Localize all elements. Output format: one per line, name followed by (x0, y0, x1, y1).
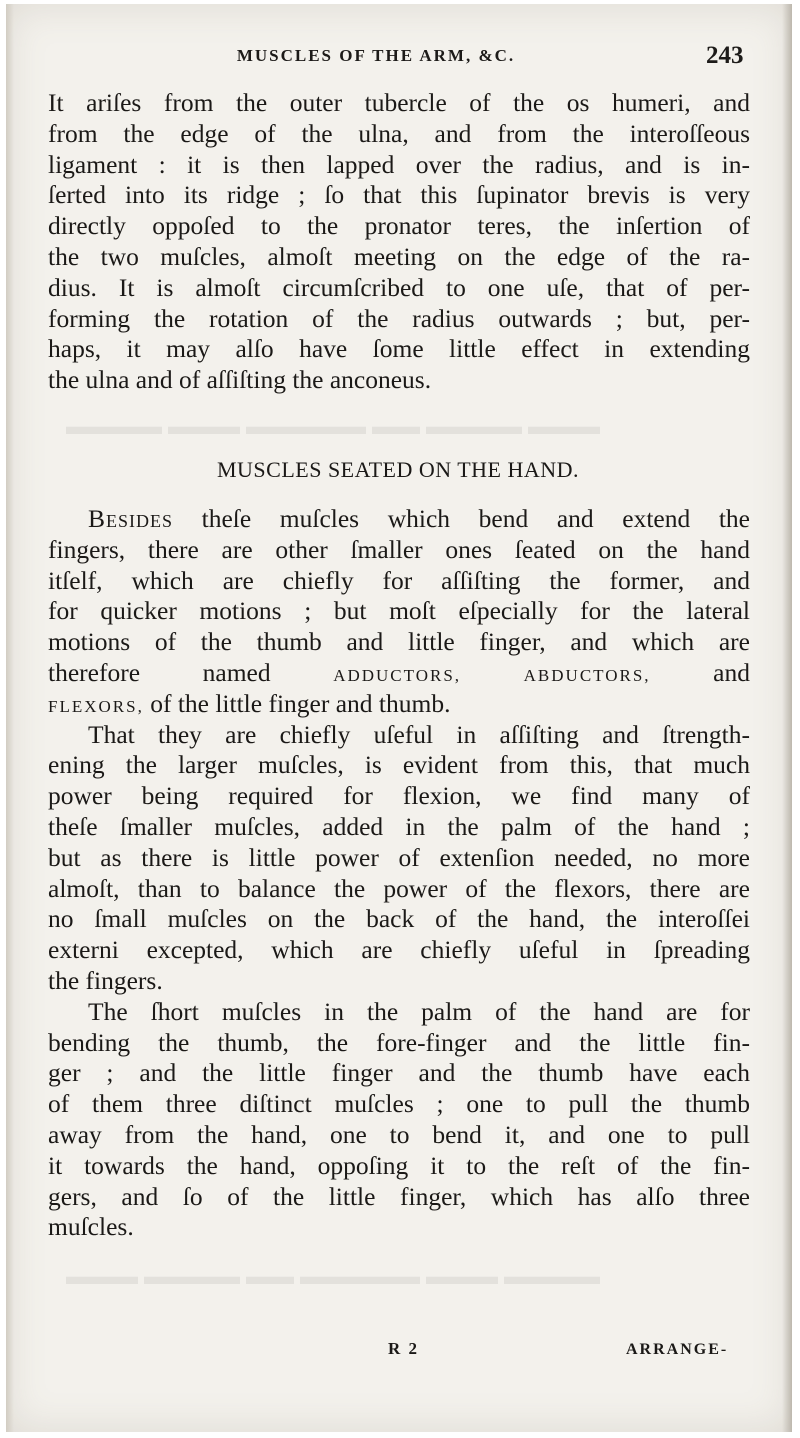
section-hand-muscles (48, 504, 750, 1243)
catchword: ARRANGE- (626, 1341, 729, 1358)
text-line: fingers, there are other ſmaller ones ſeated on the hand (48, 534, 750, 564)
text-line: for quicker motions ; but moſt eſpecially for the lateral (48, 596, 750, 626)
text-line: almoſt, than to balance the power of the flexors, there are (48, 873, 750, 903)
paragraph-supinator (48, 88, 750, 396)
text-fragment: theſe muſcles which bend and extend the (173, 504, 750, 533)
page-left-edge (6, 4, 14, 1432)
text-line: gers, and ſo of the little finger, which has alſo three (48, 1181, 750, 1211)
text-line (48, 689, 750, 720)
text-line: the ulna and of aſſiſting the anconeus. (48, 365, 432, 395)
text-line: ening the larger muſcles, is evident from this, that much (48, 750, 750, 780)
show-through-texture: ▬▬▬▬ ▬▬▬ ▬▬▬▬▬ ▬▬ ▬▬▬▬ ▬▬▬ (66, 1264, 600, 1290)
text-fragment: therefore named (48, 657, 271, 687)
text-line: haps, it may alſo have ſome little effect in extending (48, 334, 750, 364)
text-line: ger ; and the little finger and the thumb have each (48, 1058, 750, 1088)
text-line: It ariſes from the outer tubercle of the os humeri, and (48, 88, 750, 117)
text-line (48, 658, 750, 689)
text-line: the fingers. (48, 965, 163, 995)
term-adductors: ADDUCTORS, (333, 665, 462, 685)
book-page (6, 4, 792, 1432)
text-line: The ſhort muſcles in the palm of the hand are for (88, 996, 750, 1026)
page-number: 243 (706, 42, 744, 69)
text-line: dius. It is almoſt circumſcribed to one uſe, that of per- (48, 272, 750, 302)
show-through-texture: ▬▬▬ ▬▬▬▬ ▬▬ ▬▬▬▬▬ ▬▬▬ ▬▬▬▬ (66, 414, 600, 440)
text-line: the two muſcles, almoſt meeting on the edge of the ra- (48, 241, 750, 271)
section-heading: MUSCLES SEATED ON THE HAND. (216, 457, 580, 482)
text-line: bending the thumb, the fore-finger and the little fin- (48, 1027, 750, 1057)
text-line (48, 504, 750, 535)
text-fragment: and (713, 657, 750, 687)
text-line: itſelf, which are chiefly for aſſiſting the former, and (48, 565, 750, 595)
text-line: of them three diſtinct muſcles ; one to pull the thumb (48, 1089, 750, 1119)
term-flexors: FLEXORS, (48, 696, 144, 716)
text-line: That they are chiefly uſeful in aſſiſting and ſtrength- (88, 719, 750, 749)
text-line: directly oppoſed to the pronator teres, the inſertion of (48, 211, 750, 241)
page-right-edge (782, 4, 792, 1432)
running-head: MUSCLES OF THE ARM, &C. (236, 46, 516, 65)
text-line: power being required for flexion, we find many of (48, 781, 750, 811)
text-line: no ſmall muſcles on the back of the hand, the interoſſei (48, 904, 750, 934)
text-line: motions of the thumb and little finger, and which are (48, 627, 750, 657)
text-line: ligament : it is then lapped over the radius, and is in- (48, 149, 750, 179)
text-line: theſe ſmaller muſcles, added in the palm of the hand ; (48, 811, 750, 841)
text-line: it towards the hand, oppoſing it to the reſt of the fin- (48, 1150, 750, 1180)
signature-mark: R 2 (388, 1339, 420, 1358)
text-line: ſerted into its ridge ; ſo that this ſupinator brevis is very (48, 180, 750, 210)
term-abductors: ABDUCTORS, (523, 665, 651, 685)
text-line: from the edge of the ulna, and from the interoſſeous (48, 118, 750, 148)
text-line: but as there is little power of extenſion needed, no more (48, 842, 750, 872)
text-line: externi excepted, which are chiefly uſeful in ſpreading (48, 935, 750, 965)
text-fragment: of the little finger and thumb. (143, 688, 451, 718)
text-line: forming the rotation of the radius outwards ; but, per- (48, 303, 750, 333)
text-line: away from the hand, one to bend it, and one to pull (48, 1119, 750, 1149)
text-line: muſcles. (48, 1212, 134, 1242)
drop-word: Besides (88, 504, 174, 533)
